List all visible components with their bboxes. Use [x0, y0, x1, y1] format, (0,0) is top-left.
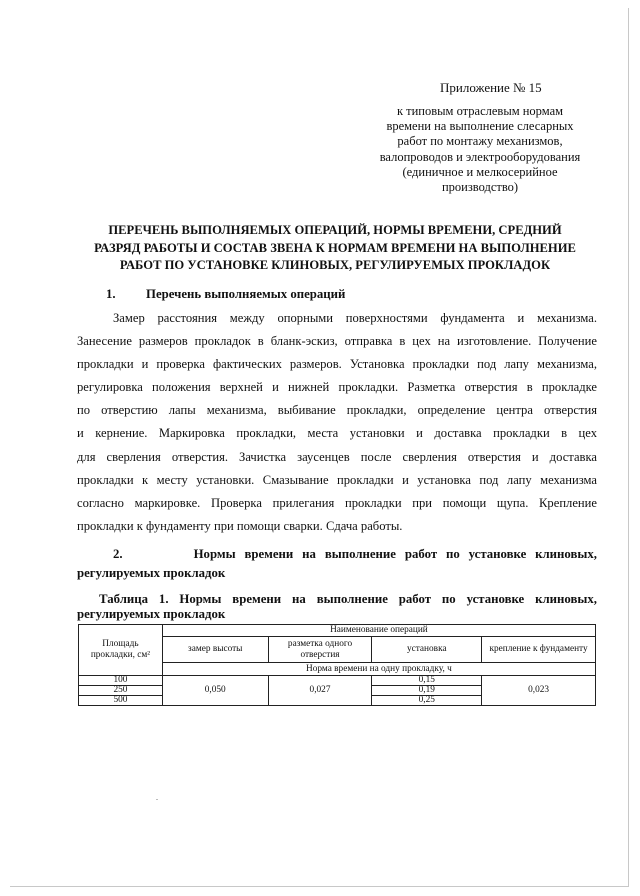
installation-value: 0,15 — [372, 676, 482, 686]
section1-paragraph — [77, 307, 597, 538]
paragraph-line: согласно маркировке. Проверка прилегания прокладки при помощи щупа. Крепление — [77, 495, 597, 510]
appendix-block — [360, 80, 600, 195]
section2-number: 2. — [113, 547, 123, 561]
table-row — [79, 676, 596, 686]
area-cell: 250 — [79, 686, 163, 696]
paragraph-line: прокладки и проверка фактических размеров. Установка прокладки под лапу механизма, — [77, 357, 597, 372]
paragraph-line: и кернение. Маркировка прокладки, места установки и доставка прокладки в цех — [77, 426, 597, 441]
paragraph-line: для сверления отверстия. Зачистка заусенцев после сверления отверстия и доставка — [77, 449, 597, 464]
paragraph-line: по отверстию лапы механизма, выбивание прокладки, определение центра отверстия — [77, 403, 597, 418]
section2-heading-line1 — [77, 545, 597, 564]
table-caption-line1: Таблица 1. Нормы времени на выполнение работ по установке клиновых, — [99, 592, 597, 606]
section2-heading — [77, 545, 597, 583]
paragraph-line: прокладки к месту установки. Смазывание прокладки и установка под лапу механизма — [77, 472, 597, 487]
title-line: РАЗРЯД РАБОТЫ И СОСТАВ ЗВЕНА К НОРМАМ ВРЕМЕНИ НА ВЫПОЛНЕНИЕ — [94, 240, 576, 255]
operations-header-cell: Наименование операций — [162, 625, 595, 637]
paragraph-line: Занесение размеров прокладок в бланк-эскиз, отправка в цех на изготовление. Получение — [77, 334, 597, 349]
norm-header-cell: Норма времени на одну прокладку, ч — [162, 663, 595, 676]
column-header-installation: установка — [372, 637, 482, 663]
section2-title: Нормы времени на выполнение работ по установке клиновых, — [193, 547, 598, 561]
title-line: РАБОТ ПО УСТАНОВКЕ КЛИНОВЫХ, РЕГУЛИРУЕМЫХ ПРОКЛАДОК — [119, 258, 551, 272]
appendix-line: к типовым отраслевым нормам — [396, 104, 564, 118]
appendix-line: валопроводов и электрооборудования — [379, 149, 581, 164]
section1-number: 1. — [106, 287, 116, 301]
paragraph-line: регулировка положения верхней и нижней прокладки. Разметка отверстия в прокладке — [77, 380, 597, 395]
paragraph-line: прокладки к фундаменту при помощи сварки. Сдача работы. — [77, 518, 403, 533]
column-header-height-measure: замер высоты — [162, 637, 268, 663]
paragraph-line: Замер расстояния между опорными поверхностями фундамента и механизма. — [113, 311, 597, 325]
scan-speck — [156, 799, 158, 800]
appendix-line: времени на выполнение слесарных — [386, 119, 574, 134]
height-measure-value: 0,050 — [162, 676, 268, 706]
table-caption-line2: регулируемых прокладок — [77, 607, 226, 621]
area-header-cell: Площадь прокладки, см² — [79, 625, 163, 676]
title-line: ПЕРЕЧЕНЬ ВЫПОЛНЯЕМЫХ ОПЕРАЦИЙ, НОРМЫ ВРЕМЕНИ, СРЕДНИЙ — [108, 223, 562, 237]
table-caption — [77, 592, 597, 622]
document-title — [70, 222, 600, 275]
section1-heading — [106, 285, 345, 303]
time-norms-table — [78, 624, 596, 706]
hole-marking-value: 0,027 — [268, 676, 372, 706]
fastening-value: 0,023 — [482, 676, 596, 706]
installation-value: 0,25 — [372, 696, 482, 706]
area-cell: 100 — [79, 676, 163, 686]
column-header-fastening: крепление к фундаменту — [482, 637, 596, 663]
table-header-row — [79, 625, 596, 637]
area-cell: 500 — [79, 696, 163, 706]
column-header-hole-marking: разметка одного отверстия — [268, 637, 372, 663]
appendix-line: работ по монтажу механизмов, — [397, 134, 563, 149]
section2-heading-line2: регулируемых прокладок — [77, 566, 226, 580]
appendix-line: (единичное и мелкосерийное — [402, 164, 558, 179]
installation-value: 0,19 — [372, 686, 482, 696]
appendix-title: Приложение № 15 — [440, 80, 542, 95]
appendix-line: производство) — [441, 180, 519, 195]
section1-title: Перечень выполняемых операций — [146, 287, 346, 301]
